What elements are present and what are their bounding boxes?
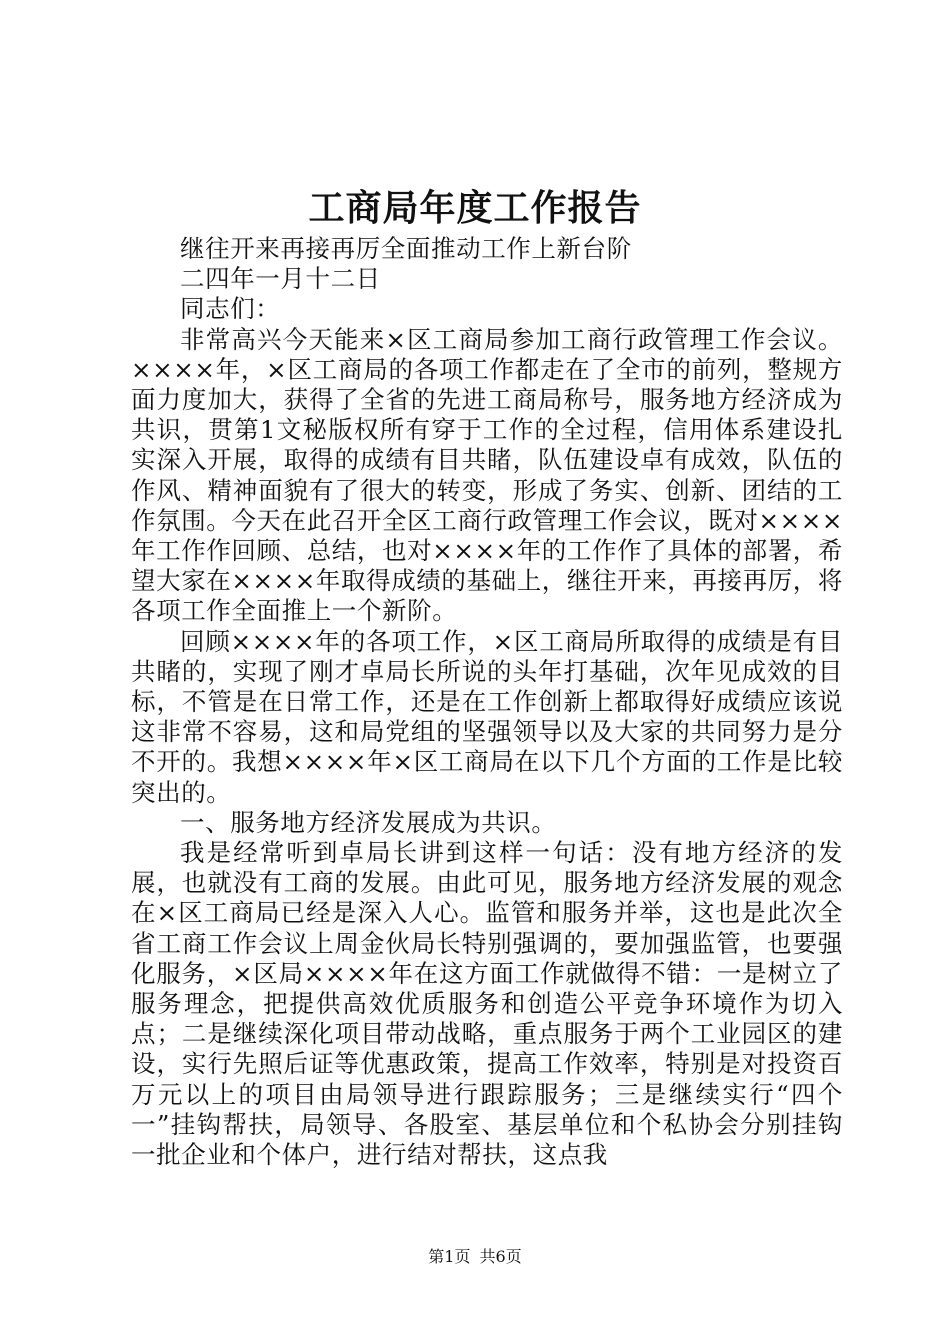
paragraph: 回顾××××年的各项工作，×区工商局所取得的成绩是有目共睹的，实现了刚才卓局长所说的头年打基础，次年见成效的目标，不管是在日常工作，还是在工作创新上都取得好成绩应该说这非常不容易，这和局党组的坚强领导以及大家的共同努力是分不开的。我想××××年×区工商局在以下几个方面的工作是比较突出的。 [131,626,843,807]
page-footer [0,1247,950,1267]
date-line: 二四年一月十二日 [180,264,381,294]
page-total: 共6页 [479,1247,522,1266]
paragraph: 非常高兴今天能来×区工商局参加工商行政管理工作会议。××××年，×区工商局的各项工作都走在了全市的前列，整规方面力度加大，获得了全省的先进工商局称号，服务地方经济成为共识，贯第1文秘版权所有穿于工作的全过程，信用体系建设扎实深入开展，取得的成绩有目共睹，队伍建设卓有成效，队伍的作风、精神面貌有了很大的转变，形成了务实、创新、团结的工作氛围。今天在此召开全区工商行政管理工作会议，既对××××年工作作回顾、总结，也对××××年的工作作了具体的部署，希望大家在××××年取得成绩的基础上，继往开来，再接再厉，将各项工作全面推上一个新阶。 [131,324,844,626]
page-number: 第1页 [428,1247,471,1266]
paragraph: 我是经常听到卓局长讲到这样一句话：没有地方经济的发展，也就没有工商的发展。由此可见，服务地方经济发展的观念在×区工商局已经是深入人心。监管和服务并举，这也是此次全省工商工作会议上周金伙局长特别强调的，要加强监管，也要强化服务，×区局××××年在这方面工作就做得不错：一是树立了服务理念，把提供高效优质服务和创造公平竞争环境作为切入点；二是继续深化项目带动战略，重点服务于两个工业园区的建设，实行先照后证等优惠政策，提高工作效率，特别是对投资百万元以上的项目由局领导进行跟踪服务；三是继续实行“四个一”挂钩帮扶，局领导、各股室、基层单位和个私协会分别挂钩一批企业和个体户，进行结对帮扶，这点我 [131,838,843,1170]
document-title: 工商局年度工作报告 [308,187,642,229]
document-body [131,234,843,1170]
salutation: 同志们： [180,294,281,324]
subtitle-line: 继往开来再接再厉全面推动工作上新台阶 [180,234,632,263]
section-heading: 一、服务地方经济发展成为共识。 [180,807,557,837]
